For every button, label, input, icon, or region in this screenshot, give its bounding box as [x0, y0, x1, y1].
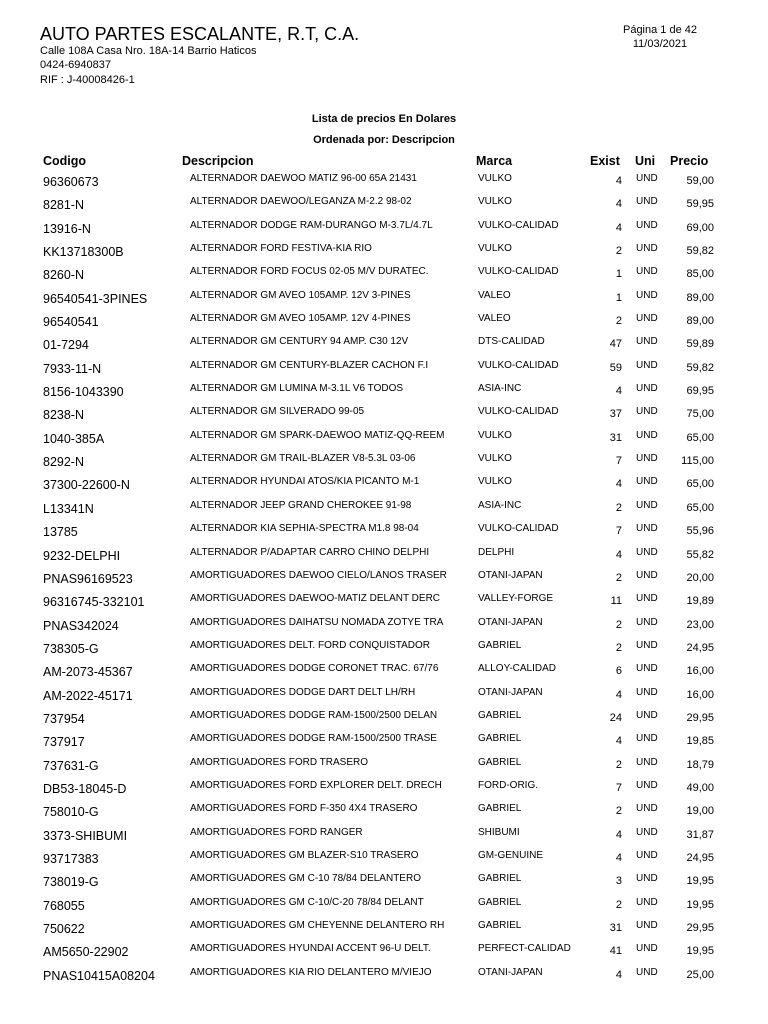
product-code: 96540541-3PINES [43, 291, 148, 306]
table-row [0, 241, 768, 264]
table-row [0, 171, 768, 194]
table-row [0, 941, 768, 964]
product-code: 737631-G [43, 758, 99, 773]
table-row [0, 615, 768, 638]
table-row [0, 848, 768, 871]
company-name: AUTO PARTES ESCALANTE, R.T, C.A. [40, 24, 360, 44]
product-description: AMORTIGUADORES FORD RANGER [190, 826, 363, 838]
product-unit: UND [636, 920, 658, 931]
product-code: AM5650-22902 [43, 945, 129, 960]
product-unit: UND [636, 429, 658, 441]
product-code: 8281-N [43, 198, 84, 213]
product-unit: UND [636, 546, 658, 558]
product-code: 1040-385A [43, 431, 105, 446]
product-brand: VULKO [478, 429, 512, 441]
product-code: 8292-N [43, 455, 84, 470]
product-stock: 11 [610, 595, 622, 608]
table-row [0, 591, 768, 614]
product-brand: VALEO [478, 313, 511, 325]
product-code: PNAS342024 [43, 618, 119, 633]
product-price: 29,95 [686, 711, 714, 724]
product-unit: UND [636, 616, 658, 628]
product-brand: GABRIEL [478, 639, 522, 651]
product-unit: UND [636, 639, 658, 651]
table-row [0, 778, 768, 801]
product-stock: 4 [615, 548, 622, 561]
table-row [0, 661, 768, 684]
product-stock: 4 [615, 175, 622, 187]
table-row [0, 685, 768, 708]
product-stock: 24 [609, 711, 622, 724]
product-unit: UND [636, 966, 658, 978]
product-price: 115,00 [681, 455, 714, 468]
product-description: ALTERNADOR GM CENTURY-BLAZER CACHON F.I [190, 359, 429, 371]
product-brand: VALLEY-FORGE [478, 593, 554, 605]
product-code: PNAS10415A08204 [43, 968, 155, 983]
table-row [0, 755, 768, 778]
product-description: AMORTIGUADORES GM CHEYENNE DELANTERO RH [190, 920, 445, 931]
product-description: AMORTIGUADORES GM C-10 78/84 DELANTERO [190, 873, 421, 885]
product-unit: UND [636, 243, 658, 255]
product-stock: 2 [615, 805, 622, 818]
product-stock: 2 [615, 758, 622, 771]
product-stock: 59 [609, 361, 622, 374]
table-row [0, 918, 768, 941]
product-brand: DTS-CALIDAD [478, 336, 545, 348]
table-row [0, 731, 768, 754]
table-row [0, 381, 768, 404]
product-brand: GABRIEL [478, 920, 522, 931]
product-stock: 3 [615, 875, 622, 888]
product-description: AMORTIGUADORES DAEWOO CIELO/LANOS TRASER [190, 569, 447, 581]
product-unit: UND [636, 453, 658, 465]
product-brand: VULKO-CALIDAD [478, 219, 559, 231]
product-description: AMORTIGUADORES FORD TRASERO [190, 756, 368, 768]
product-brand: SHIBUMI [478, 826, 520, 838]
product-stock: 2 [615, 641, 622, 654]
product-brand: GABRIEL [478, 896, 522, 908]
product-price: 19,85 [686, 735, 714, 748]
product-unit: UND [636, 173, 658, 184]
product-description: ALTERNADOR FORD FESTIVA-KIA RIO [190, 243, 372, 255]
product-description: AMORTIGUADORES DAEWOO-MATIZ DELANT DERC [190, 593, 441, 605]
product-price: 59,82 [686, 245, 714, 258]
table-row [0, 638, 768, 661]
product-price: 24,95 [686, 851, 714, 864]
table-row [0, 474, 768, 497]
product-price: 24,95 [686, 641, 714, 654]
product-brand: VULKO-CALIDAD [478, 406, 559, 418]
table-row [0, 965, 768, 988]
product-description: ALTERNADOR GM TRAIL-BLAZER V8-5.3L 03-06 [190, 453, 416, 465]
product-unit: UND [636, 406, 658, 418]
product-brand: FORD-ORIG. [478, 779, 538, 791]
product-unit: UND [636, 756, 658, 768]
product-description: ALTERNADOR KIA SEPHIA-SPECTRA M1.8 98-04 [190, 523, 419, 535]
product-brand: VULKO [478, 243, 512, 255]
product-stock: 31 [609, 922, 622, 934]
product-brand: GM-GENUINE [478, 849, 543, 861]
product-code: 9232-DELPHI [43, 548, 121, 563]
product-brand: GABRIEL [478, 803, 522, 815]
product-code: KK13718300B [43, 245, 124, 260]
table-row [0, 498, 768, 521]
table-row [0, 194, 768, 217]
product-code: 750622 [43, 922, 85, 936]
column-header-precio: Precio [670, 154, 709, 168]
product-brand: OTANI-JAPAN [478, 569, 543, 581]
product-code: PNAS96169523 [43, 571, 133, 586]
product-code: 8156-1043390 [43, 385, 124, 400]
product-description: AMORTIGUADORES HYUNDAI ACCENT 96-U DELT. [190, 943, 431, 955]
table-row [0, 521, 768, 544]
product-unit: UND [636, 383, 658, 395]
product-stock: 4 [615, 385, 622, 398]
product-price: 19,00 [686, 805, 714, 818]
product-stock: 7 [615, 525, 622, 538]
product-price: 75,00 [686, 408, 714, 421]
product-stock: 4 [615, 688, 622, 701]
table-row [0, 801, 768, 824]
product-unit: UND [636, 826, 658, 838]
product-unit: UND [636, 943, 658, 955]
product-price: 19,95 [686, 945, 714, 958]
product-unit: UND [636, 336, 658, 348]
product-unit: UND [636, 686, 658, 698]
product-unit: UND [636, 733, 658, 745]
product-code: 8260-N [43, 268, 84, 283]
product-code: 93717383 [43, 851, 99, 866]
report-title: Lista de precios En Dolares [311, 113, 457, 125]
product-code: 3373-SHIBUMI [43, 828, 128, 843]
product-description: AMORTIGUADORES DODGE RAM-1500/2500 DELAN [190, 709, 438, 721]
product-brand: DELPHI [478, 546, 515, 558]
product-price: 55,82 [686, 548, 714, 561]
product-stock: 1 [615, 291, 622, 304]
column-header-codigo: Codigo [43, 154, 87, 168]
product-unit: UND [636, 709, 658, 721]
table-row [0, 264, 768, 287]
table-row [0, 545, 768, 568]
product-price: 16,00 [686, 688, 714, 701]
product-description: ALTERNADOR FORD FOCUS 02-05 M/V DURATEC. [190, 266, 429, 278]
company-phone: 0424-6940837 [40, 59, 111, 71]
product-brand: VULKO [478, 476, 512, 488]
product-price: 59,00 [686, 175, 714, 187]
product-brand: VULKO-CALIDAD [478, 266, 559, 278]
column-header-exist: Exist [590, 154, 620, 168]
product-description: AMORTIGUADORES FORD EXPLORER DELT. DRECH [190, 779, 442, 791]
price-table [0, 171, 768, 988]
product-price: 59,89 [686, 338, 714, 351]
product-unit: UND [636, 896, 658, 908]
product-price: 65,00 [686, 478, 714, 491]
table-row [0, 568, 768, 591]
table-row [0, 358, 768, 381]
product-description: ALTERNADOR DODGE RAM-DURANGO M-3.7L/4.7L [190, 219, 433, 231]
product-description: AMORTIGUADORES GM BLAZER-S10 TRASERO [190, 849, 419, 861]
table-row [0, 451, 768, 474]
product-stock: 4 [615, 198, 622, 211]
product-unit: UND [636, 359, 658, 371]
product-price: 20,00 [686, 571, 714, 584]
product-unit: UND [636, 289, 658, 301]
product-price: 65,00 [686, 501, 714, 514]
product-unit: UND [636, 219, 658, 231]
product-price: 59,82 [686, 361, 714, 374]
product-code: 13916-N [43, 221, 91, 236]
product-brand: ALLOY-CALIDAD [478, 663, 556, 675]
product-code: 738305-G [43, 641, 99, 656]
product-unit: UND [636, 849, 658, 861]
product-description: AMORTIGUADORES DODGE CORONET TRAC. 67/76 [190, 663, 439, 675]
table-row [0, 288, 768, 311]
table-row [0, 895, 768, 918]
product-price: 65,00 [686, 431, 714, 444]
product-unit: UND [636, 523, 658, 535]
product-stock: 4 [615, 221, 622, 234]
product-description: AMORTIGUADORES DAIHATSU NOMADA ZOTYE TRA [190, 616, 444, 628]
product-description: ALTERNADOR GM LUMINA M-3.1L V6 TODOS [190, 383, 404, 395]
product-code: 96360673 [43, 175, 99, 189]
product-description: ALTERNADOR GM CENTURY 94 AMP. C30 12V [190, 336, 409, 348]
product-brand: VALEO [478, 289, 511, 301]
product-description: AMORTIGUADORES DODGE DART DELT LH/RH [190, 686, 416, 698]
column-header-marca: Marca [476, 154, 513, 168]
product-code: L13341N [43, 501, 94, 516]
product-code: 737954 [43, 711, 85, 726]
product-brand: PERFECT-CALIDAD [478, 943, 571, 955]
product-stock: 4 [615, 478, 622, 491]
product-code: 737917 [43, 735, 85, 750]
product-stock: 31 [609, 431, 622, 444]
product-price: 29,95 [686, 922, 714, 934]
product-unit: UND [636, 779, 658, 791]
product-stock: 41 [609, 945, 622, 958]
product-price: 89,00 [686, 291, 714, 304]
product-code: 758010-G [43, 805, 99, 820]
product-unit: UND [636, 476, 658, 488]
product-stock: 7 [615, 781, 622, 794]
product-brand: GABRIEL [478, 709, 522, 721]
product-brand: VULKO-CALIDAD [478, 523, 559, 535]
product-code: AM-2022-45171 [43, 688, 133, 703]
product-code: 8238-N [43, 408, 84, 423]
product-price: 16,00 [686, 665, 714, 678]
product-price: 18,79 [686, 758, 714, 771]
product-brand: VULKO [478, 196, 512, 208]
product-code: DB53-18045-D [43, 781, 127, 796]
product-stock: 6 [615, 665, 622, 678]
product-stock: 4 [615, 735, 622, 748]
table-row [0, 218, 768, 241]
product-price: 49,00 [686, 781, 714, 794]
table-row [0, 404, 768, 427]
product-code: 768055 [43, 898, 85, 913]
product-brand: GABRIEL [478, 733, 522, 745]
product-price: 19,89 [686, 595, 714, 608]
product-price: 19,95 [686, 875, 714, 888]
column-header-uni: Uni [635, 154, 656, 168]
product-brand: OTANI-JAPAN [478, 966, 543, 978]
table-row [0, 311, 768, 334]
product-description: ALTERNADOR JEEP GRAND CHEROKEE 91-98 [190, 499, 412, 511]
product-description: ALTERNADOR GM AVEO 105AMP. 12V 3-PINES [190, 289, 411, 301]
product-price: 69,00 [686, 221, 714, 234]
product-unit: UND [636, 803, 658, 815]
company-address: Calle 108A Casa Nro. 18A-14 Barrio Haticos [40, 45, 257, 57]
product-price: 85,00 [686, 268, 714, 281]
product-brand: GABRIEL [478, 873, 522, 885]
product-brand: GABRIEL [478, 756, 522, 768]
page-number: Página 1 de 42 [622, 24, 697, 36]
table-row [0, 428, 768, 451]
product-unit: UND [636, 569, 658, 581]
product-code: 37300-22600-N [43, 478, 130, 493]
product-price: 25,00 [686, 968, 714, 981]
product-brand: OTANI-JAPAN [478, 686, 543, 698]
table-row [0, 871, 768, 894]
product-unit: UND [636, 196, 658, 208]
product-description: ALTERNADOR HYUNDAI ATOS/KIA PICANTO M-1 [190, 476, 420, 488]
table-row [0, 334, 768, 357]
product-description: AMORTIGUADORES DELT. FORD CONQUISTADOR [190, 639, 431, 651]
product-code: 738019-G [43, 875, 99, 890]
product-code: 7933-11-N [43, 361, 102, 376]
column-header-descripcion: Descripcion [182, 154, 254, 168]
product-description: AMORTIGUADORES FORD F-350 4X4 TRASERO [190, 803, 418, 815]
product-description: AMORTIGUADORES GM C-10/C-20 78/84 DELANT [190, 896, 424, 908]
product-stock: 2 [615, 245, 622, 258]
product-stock: 47 [609, 338, 622, 351]
product-brand: VULKO [478, 173, 512, 184]
product-code: AM-2073-45367 [43, 665, 133, 680]
product-description: AMORTIGUADORES KIA RIO DELANTERO M/VIEJO [190, 966, 432, 978]
product-price: 89,00 [686, 315, 714, 328]
report-order: Ordenada por: Descripcion [313, 134, 455, 146]
product-brand: VULKO-CALIDAD [478, 359, 559, 371]
product-stock: 37 [609, 408, 622, 421]
product-description: AMORTIGUADORES DODGE RAM-1500/2500 TRASE [190, 733, 437, 745]
product-code: 01-7294 [43, 338, 89, 353]
product-stock: 1 [615, 268, 622, 281]
product-brand: OTANI-JAPAN [478, 616, 543, 628]
company-rif: RIF : J-40008426-1 [40, 74, 135, 86]
product-unit: UND [636, 499, 658, 511]
product-description: ALTERNADOR DAEWOO MATIZ 96-00 65A 21431 [190, 173, 417, 184]
product-stock: 2 [615, 571, 622, 584]
product-code: 13785 [43, 525, 78, 540]
table-row [0, 708, 768, 731]
product-price: 59,95 [686, 198, 714, 211]
product-unit: UND [636, 663, 658, 675]
product-description: ALTERNADOR GM SILVERADO 99-05 [190, 406, 365, 418]
report-date: 11/03/2021 [632, 38, 688, 50]
product-stock: 4 [615, 968, 622, 981]
product-unit: UND [636, 593, 658, 605]
product-price: 31,87 [686, 828, 714, 841]
product-brand: ASIA-INC [478, 499, 522, 511]
product-unit: UND [636, 313, 658, 325]
product-description: ALTERNADOR P/ADAPTAR CARRO CHINO DELPHI [190, 546, 430, 558]
product-description: ALTERNADOR GM SPARK-DAEWOO MATIZ-QQ-REEM [190, 429, 445, 441]
product-code: 96540541 [43, 315, 99, 330]
product-stock: 2 [615, 618, 622, 631]
product-stock: 4 [615, 828, 622, 841]
product-price: 69,95 [686, 385, 714, 398]
product-unit: UND [636, 873, 658, 885]
product-unit: UND [636, 266, 658, 278]
product-stock: 2 [615, 898, 622, 911]
product-description: ALTERNADOR DAEWOO/LEGANZA M-2.2 98-02 [190, 196, 412, 208]
product-stock: 7 [615, 455, 622, 468]
product-price: 55,96 [686, 525, 714, 538]
product-stock: 4 [615, 851, 622, 864]
product-brand: VULKO [478, 453, 512, 465]
product-brand: ASIA-INC [478, 383, 522, 395]
product-description: ALTERNADOR GM AVEO 105AMP. 12V 4-PINES [190, 313, 411, 325]
product-stock: 2 [615, 315, 622, 328]
product-stock: 2 [615, 501, 622, 514]
product-code: 96316745-332101 [43, 595, 145, 610]
table-row [0, 825, 768, 848]
product-price: 23,00 [686, 618, 714, 631]
product-price: 19,95 [686, 898, 714, 911]
